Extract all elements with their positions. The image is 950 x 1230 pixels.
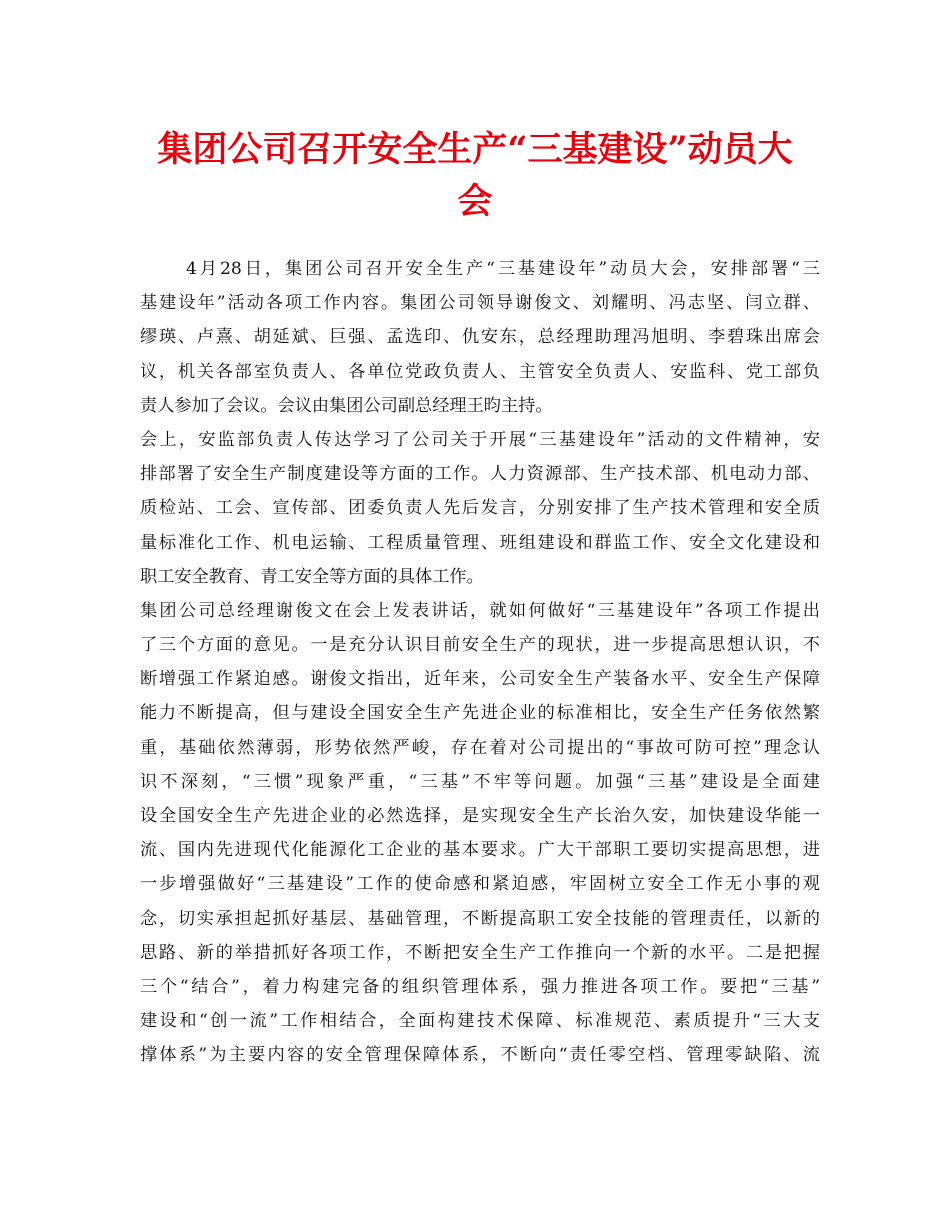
body-line: 了三个方面的意见。一是充分认识目前安全生产的现状，进一步提高思想认识，不 <box>140 635 820 656</box>
body-line: 建设和“创一流”工作相结合，全面构建技术保障、标准规范、素质提升“三大支 <box>140 1011 820 1032</box>
body-line: 思路、新的举措抓好各项工作，不断把安全生产工作推向一个新的水平。二是把握 <box>140 942 820 963</box>
body-line: 念，切实承担起抓好基层、基础管理，不断提高职工安全技能的管理责任，以新的 <box>140 908 820 929</box>
body-line: 基建设年”活动各项工作内容。集团公司领导谢俊文、刘耀明、冯志坚、闫立群、 <box>140 293 820 314</box>
body-line: 量标准化工作、机电运输、工程质量管理、班组建设和群监工作、安全文化建设和 <box>140 532 820 553</box>
body-line: 会上，安监部负责人传达学习了公司关于开展“三基建设年”活动的文件精神，安 <box>140 429 820 450</box>
body-line: 撑体系”为主要内容的安全管理保障体系，不断向“责任零空档、管理零缺陷、流 <box>140 1045 820 1066</box>
title-line-1: 集团公司召开安全生产“三基建设”动员大 <box>157 129 793 170</box>
body-line: 能力不断提高，但与建设全国安全生产先进企业的标准相比，安全生产任务依然繁 <box>140 703 820 724</box>
body-line: 设全国安全生产先进企业的必然选择，是实现安全生产长治久安，加快建设华能一 <box>140 806 820 826</box>
body-line: 识不深刻，“三惯”现象严重，“三基”不牢等问题。加强“三基”建设是全面建 <box>140 771 820 792</box>
body-line: 断增强工作紧迫感。谢俊文指出，近年来，公司安全生产装备水平、安全生产保障 <box>140 669 820 690</box>
body-line: 三个“结合”，着力构建完备的组织管理体系，强力推进各项工作。要把“三基” <box>140 976 820 997</box>
body-line: 流、国内先进现代化能源化工企业的基本要求。广大干部职工要切实提高思想，进 <box>140 840 820 861</box>
body-line: 4月28日，集团公司召开安全生产“三基建设年”动员大会，安排部署“三 <box>186 259 820 279</box>
body-line: 责人参加了会议。会议由集团公司副总经理王昀主持。 <box>140 395 553 416</box>
body-line: 缪瑛、卢熹、胡延斌、巨强、孟选印、仇安东，总经理助理冯旭明、李碧珠出席会 <box>140 327 820 348</box>
title-line-2: 会 <box>457 181 493 222</box>
body-line: 一步增强做好“三基建设”工作的使命感和紧迫感，牢固树立安全工作无小事的观 <box>140 874 820 895</box>
body-line: 集团公司总经理谢俊文在会上发表讲话，就如何做好“三基建设年”各项工作提出 <box>140 600 820 621</box>
document-body <box>140 252 820 1073</box>
body-line: 重，基础依然薄弱，形势依然严峻，存在着对公司提出的“事故可防可控”理念认 <box>140 737 820 758</box>
body-line: 质检站、工会、宣传部、团委负责人先后发言，分别安排了生产技术管理和安全质 <box>140 498 820 519</box>
body-line: 职工安全教育、青工安全等方面的具体工作。 <box>140 566 484 587</box>
body-line: 排部署了安全生产制度建设等方面的工作。人力资源部、生产技术部、机电动力部、 <box>140 464 820 485</box>
document-title <box>130 124 820 228</box>
body-line: 议，机关各部室负责人、各单位党政负责人、主管安全负责人、安监科、党工部负 <box>140 361 820 382</box>
